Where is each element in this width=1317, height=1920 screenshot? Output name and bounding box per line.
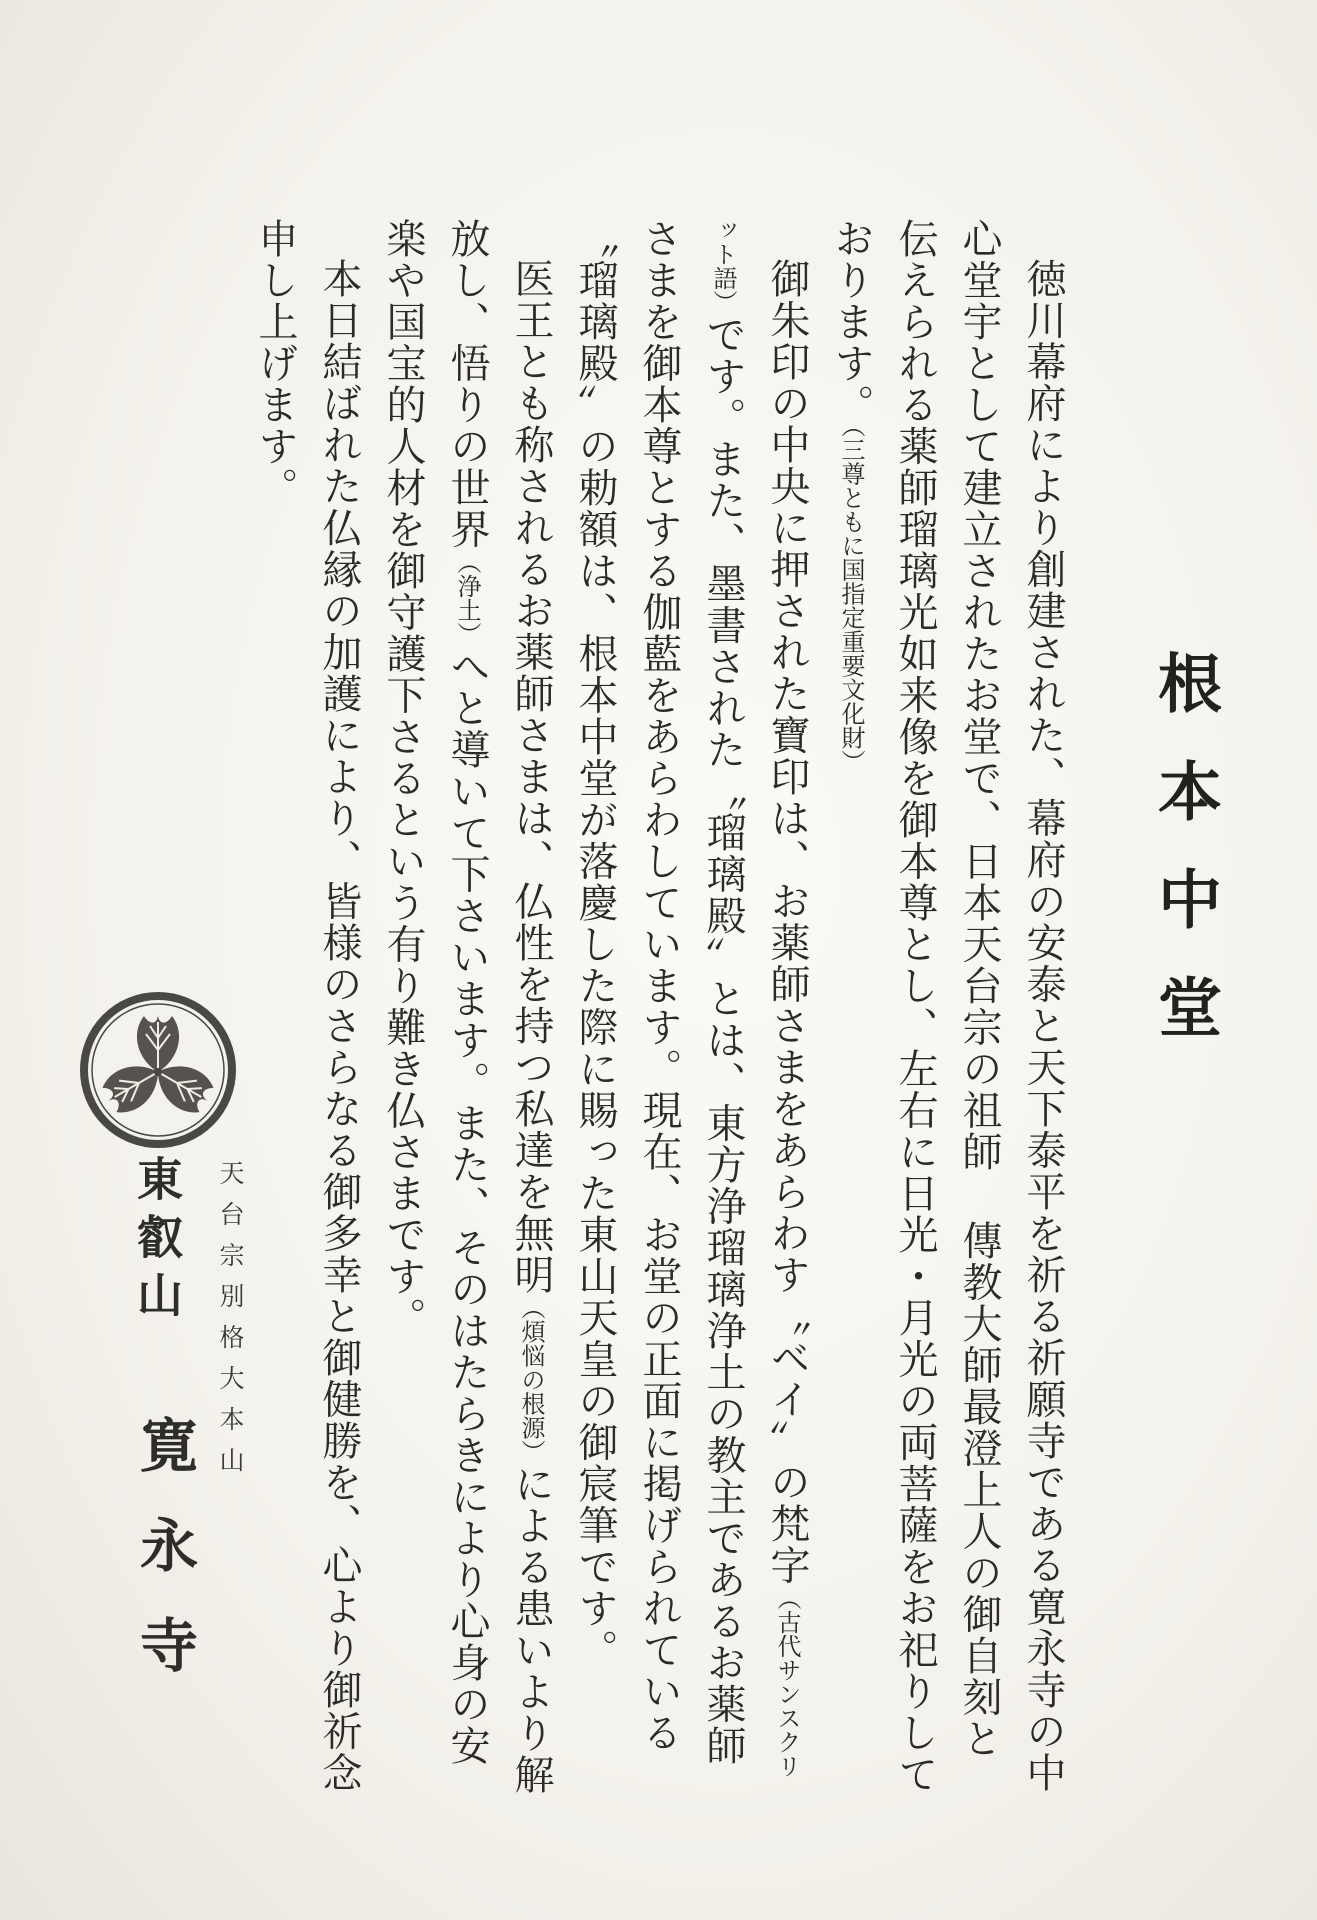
paragraph-text: 医王とも称されるお薬師さまは、仏性を持つ私達を無明 (508, 258, 554, 1296)
paragraph-text: です。また、墨書された〝瑠璃殿〟とは、東方浄瑠璃浄土の教主であるお薬師さまを御本尊とする伽藍をあらわしています。現在、お堂の正面に掲げられている〝瑠璃殿〟の勅額は、根本中堂が落慶した際に賜った東山天皇の御宸筆です。 (572, 218, 746, 1767)
paragraph-text: による患いより解放し、悟りの世界 (444, 218, 554, 1796)
annotation-note: （古代サンスクリット語） (709, 218, 801, 1778)
paragraph-blessing (243, 218, 371, 1798)
paragraph-goshuin (563, 218, 819, 1798)
paragraph-text: 御朱印の中央に押された寶印は、お薬師さまをあらわす〝ベイ〟の梵字 (764, 258, 810, 1586)
sect-designation: 天台宗別格大本山 (216, 1160, 245, 1488)
paragraph-text: 徳川幕府により創建された、幕府の安泰と天下泰平を祈る祈願寺である寛永寺の中心堂宇として建立されたお堂で、日本天台宗の祖師 傳教大師最澄上人の御自刻と伝えられる薬師瑠璃光如来像を御本尊とし、左右に日光・月光の両菩薩をお祀りしております。 (828, 218, 1066, 1795)
body-text (245, 218, 1075, 1798)
annotation-note: （煩悩の根源） (517, 1295, 545, 1464)
annotation-note: （浄土） (453, 550, 481, 646)
mountain-name: 東叡山 (130, 1155, 184, 1329)
aoi-crest-icon (78, 990, 238, 1150)
paragraph-history (819, 218, 1075, 1798)
paragraph-text: 本日結ばれた仏縁の加護により、皆様のさらなる御多幸と御健勝を、心より御祈念申し上げます。 (252, 218, 362, 1794)
temple-name: 寛永寺 (130, 1415, 198, 1715)
annotation-note: （三尊ともに国指定重要文化財） (837, 425, 865, 774)
paragraph-text: へと導いて下さいます。また、そのはたらきにより心身の安楽や国宝的人材を御守護下さるという有り難き仏さまです。 (380, 218, 490, 1767)
paragraph-yakushi (371, 218, 563, 1798)
page-title: 根本中堂 (1147, 650, 1222, 1082)
